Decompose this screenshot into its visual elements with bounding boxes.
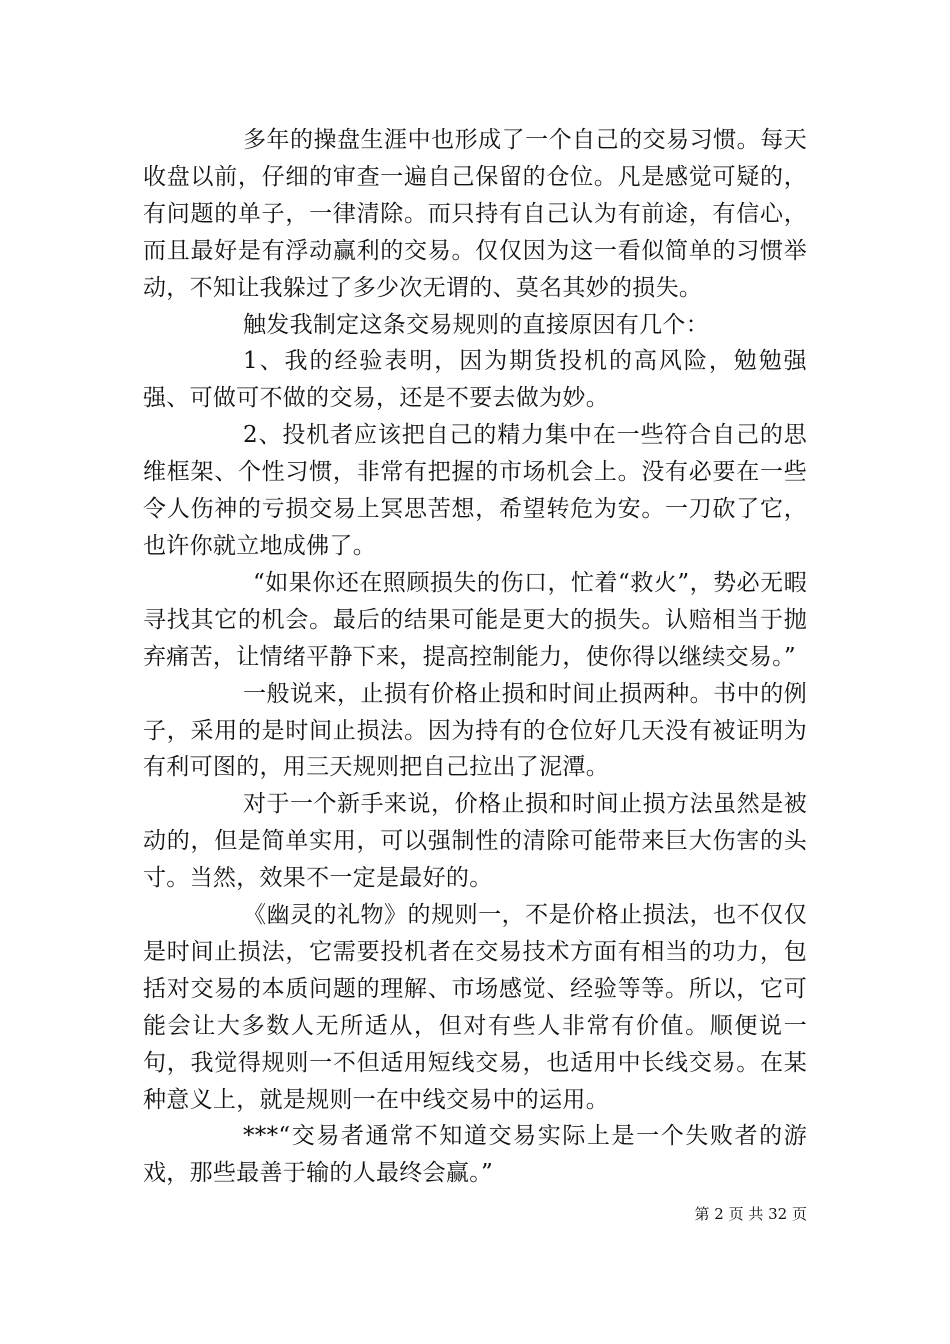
paragraph-quote-firefighting: “如果你还在照顾损失的伤口，忙着“救火”，势必无暇寻找其它的机会。最后的结果可能是更大的损失。认赔相当于抛弃痛苦，让情绪平静下来，提高控制能力，使你得以继续交易。” [143, 569, 807, 670]
paragraph-reason-2: 2、投机者应该把自己的精力集中在一些符合自己的思维框架、个性习惯，非常有把握的市场机会上。没有必要在一些令人伤神的亏损交易上冥思苦想，希望转危为安。一刀砍了它，也许你就立地成佛了。 [143, 422, 807, 559]
paragraph-loser-game-quote: ***“交易者通常不知道交易实际上是一个失败者的游戏，那些最善于输的人最终会赢。” [143, 1123, 807, 1187]
page-number-footer: 第 2 页 共 32 页 [694, 1205, 807, 1223]
paragraph-rule-one: 《幽灵的礼物》的规则一，不是价格止损法，也不仅仅是时间止损法，它需要投机者在交易技术方面有相当的功力，包括对交易的本质问题的理解、市场感觉、经验等等。所以，它可能会让大多数人无所适从，但对有些人非常有价值。顺便说一句，我觉得规则一不但适用短线交易，也适用中长线交易。在某种意义上，就是规则一在中线交易中的运用。 [143, 902, 807, 1113]
paragraph-novice-stop-loss: 对于一个新手来说，价格止损和时间止损方法虽然是被动的，但是简单实用，可以强制性的清除可能带来巨大伤害的头寸。当然，效果不一定是最好的。 [143, 791, 807, 892]
document-body [143, 122, 807, 1192]
paragraph-reason-1: 1、我的经验表明，因为期货投机的高风险，勉勉强强、可做可不做的交易，还是不要去做为妙。 [143, 348, 807, 412]
paragraph-stop-loss-types: 一般说来，止损有价格止损和时间止损两种。书中的例子，采用的是时间止损法。因为持有的仓位好几天没有被证明为有利可图的，用三天规则把自己拉出了泥潭。 [143, 680, 807, 781]
paragraph-rule-reasons-intro: 触发我制定这条交易规则的直接原因有几个： [243, 311, 709, 338]
paragraph-trading-habit: 多年的操盘生涯中也形成了一个自己的交易习惯。每天收盘以前，仔细的审查一遍自己保留的仓位。凡是感觉可疑的，有问题的单子，一律清除。而只持有自己认为有前途，有信心，而且最好是有浮动赢利的交易。仅仅因为这一看似简单的习惯举动，不知让我躲过了多少次无谓的、莫名其妙的损失。 [143, 127, 807, 301]
